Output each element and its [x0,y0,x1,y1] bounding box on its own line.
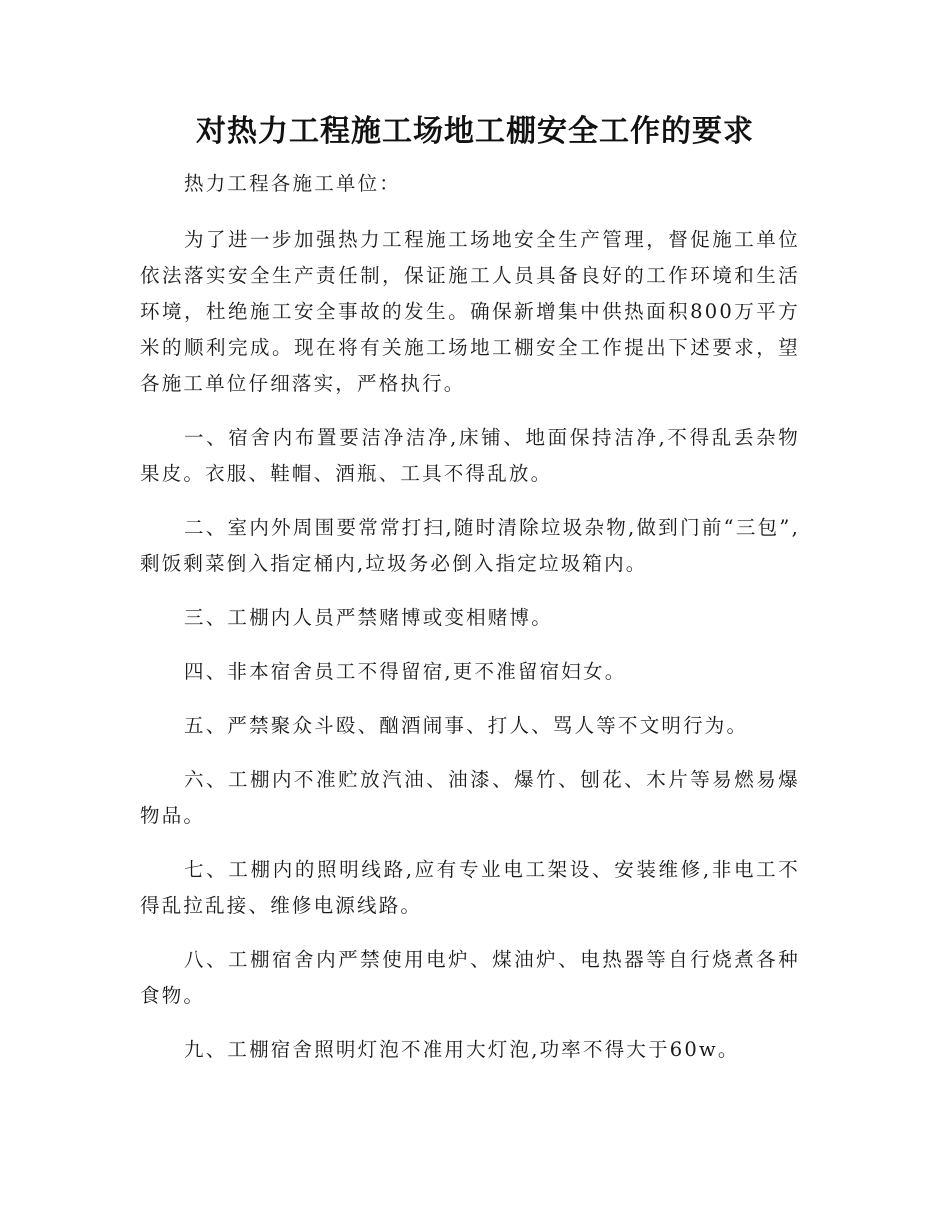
document-title: 对热力工程施工场地工棚安全工作的要求 [196,114,754,149]
document-body [140,166,800,1086]
salutation: 热力工程各施工单位： [184,172,402,195]
rule-item-3: 三、工棚内人员严禁赌博或变相赌博。 [184,606,553,629]
rule-item-9: 九、工棚宿舍照明灯泡不准用大灯泡,功率不得大于60w。 [184,1038,740,1061]
rule-item-4: 四、非本宿舍员工不得留宿,更不准留宿妇女。 [184,660,627,683]
intro-paragraph: 为了进一步加强热力工程施工场地安全生产管理，督促施工单位依法落实安全生产责任制，保证施工人员具备良好的工作环境和生活环境，杜绝施工安全事故的发生。确保新增集中供热面积800万平方米的顺利完成。现在将有关施工场地工棚安全工作提出下述要求，望各施工单位仔细落实，严格执行。 [140,228,800,395]
rule-item-7: 七、工棚内的照明线路,应有专业电工架设、安装维修,非电工不得乱拉乱接、维修电源线路。 [140,858,800,917]
rule-item-2: 二、室内外周围要常常打扫,随时清除垃圾杂物,做到门前“三包”,剩饭剩菜倒入指定桶内,垃圾务必倒入指定垃圾箱内。 [140,516,800,575]
rule-item-6: 六、工棚内不准贮放汽油、油漆、爆竹、刨花、木片等易燃易爆物品。 [140,768,800,827]
rule-item-8: 八、工棚宿舍内严禁使用电炉、煤油炉、电热器等自行烧煮各种食物。 [140,948,800,1007]
rule-item-5: 五、严禁聚众斗殴、酗酒闹事、打人、骂人等不文明行为。 [184,714,749,737]
rule-item-1: 一、宿舍内布置要洁净洁净,床铺、地面保持洁净,不得乱丢杂物果皮。衣服、鞋帽、酒瓶、工具不得乱放。 [140,426,800,485]
